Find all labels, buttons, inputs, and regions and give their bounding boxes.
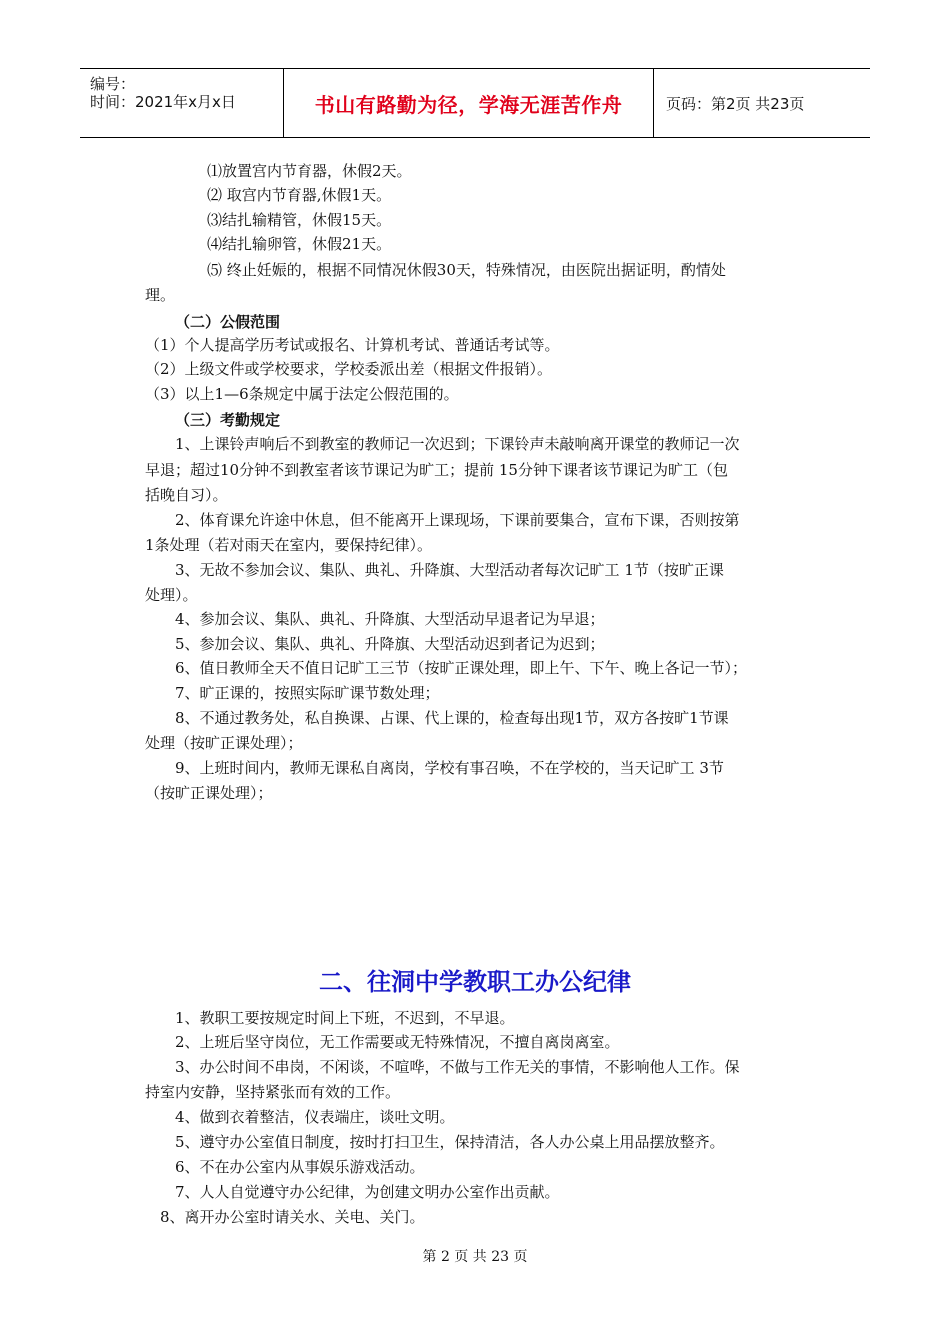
paragraph-line: 5、遵守办公室值日制度，按时打扫卫生，保持清洁，各人办公桌上用品摆放整齐。 <box>175 1133 725 1151</box>
paragraph-line: 4、参加会议、集队、典礼、升降旗、大型活动早退者记为早退； <box>175 610 605 628</box>
header-time-label: 时间：2021年x月x日 <box>90 93 236 111</box>
page-header <box>80 68 870 138</box>
paragraph-line: 5、参加会议、集队、典礼、升降旗、大型活动迟到者记为迟到； <box>175 635 605 653</box>
paragraph-line: 3、办公时间不串岗，不闲谈，不喧哗，不做与工作无关的事情，不影响他人工作。保 <box>175 1058 740 1076</box>
list-item: （1）个人提高学历考试或报名、计算机考试、普通话考试等。 <box>145 336 560 354</box>
paragraph-line: 8、不通过教务处，私自换课、占课、代上课的，检查每出现1节，双方各按旷1节课 <box>175 709 729 727</box>
paragraph-line: 4、做到衣着整洁，仪表端庄，谈吐文明。 <box>175 1108 455 1126</box>
paragraph-line: 9、上班时间内，教师无课私自离岗，学校有事召唤，不在学校的，当天记旷工 3节 <box>175 759 724 777</box>
header-motto-cell <box>284 69 654 137</box>
page-footer: 第 2 页 共 23 页 <box>422 1249 528 1265</box>
paragraph-line: 7、旷正课的，按照实际旷课节数处理； <box>175 684 440 702</box>
paragraph-line: 处理）。 <box>145 586 198 604</box>
header-motto: 书山有路勤为径，学海无涯苦作舟 <box>314 92 623 117</box>
paragraph-line: （按旷正课处理）； <box>145 784 273 802</box>
section-heading-public-leave: （二）公假范围 <box>175 313 281 331</box>
paragraph-line: 6、值日教师全天不值日记旷工三节（按旷正课处理，即上午、下午、晚上各记一节）； <box>175 659 748 677</box>
paragraph-line: 7、人人自觉遵守办公纪律，为创建文明办公室作出贡献。 <box>175 1183 560 1201</box>
list-item: （2）上级文件或学校要求，学校委派出差（根据文件报销）。 <box>145 360 553 378</box>
list-item: ⑵ 取宫内节育器,休假1天。 <box>207 186 392 204</box>
list-item: ⑸ 终止妊娠的，根据不同情况休假30天，特殊情况，由医院出据证明，酌情处 <box>207 261 726 279</box>
paragraph-line: 8、离开办公室时请关水、关电、关门。 <box>160 1208 425 1226</box>
paragraph-line: 早退；超过10分钟不到教室者该节课记为旷工；提前 15分钟下课者该节课记为旷工（包 <box>145 461 728 479</box>
header-info-cell <box>80 69 284 137</box>
paragraph-line: 6、不在办公室内从事娱乐游戏活动。 <box>175 1158 425 1176</box>
paragraph-line: 2、上班后坚守岗位，无工作需要或无特殊情况，不擅自离岗离室。 <box>175 1033 620 1051</box>
section-heading-attendance: （三）考勤规定 <box>175 411 281 429</box>
paragraph-line: 1条处理（若对雨天在室内，要保持纪律）。 <box>145 536 433 554</box>
paragraph-line: 持室内安静，坚持紧张而有效的工作。 <box>145 1083 401 1101</box>
header-page-label: 页码：第2页 共23页 <box>666 94 805 113</box>
list-item: ⑷结扎输卵管，休假21天。 <box>207 235 392 253</box>
header-number-label: 编号： <box>90 75 136 93</box>
section-title-office-discipline: 二、往洞中学教职工办公纪律 <box>319 968 631 996</box>
paragraph-line: 3、无故不参加会议、集队、典礼、升降旗、大型活动者每次记旷工 1节（按旷正课 <box>175 561 724 579</box>
header-page-cell <box>654 69 870 137</box>
paragraph-line: 处理（按旷正课处理）； <box>145 734 303 752</box>
paragraph-line: 2、体育课允许途中休息，但不能离开上课现场，下课前要集合，宣布下课，否则按第 <box>175 511 740 529</box>
paragraph-line: 1、上课铃声响后不到教室的教师记一次迟到；下课铃声未敲响离开课堂的教师记一次 <box>175 435 740 453</box>
list-item: ⑶结扎输精管，休假15天。 <box>207 211 392 229</box>
paragraph-line: 1、教职工要按规定时间上下班，不迟到，不早退。 <box>175 1009 515 1027</box>
list-item: 理。 <box>145 286 176 304</box>
list-item: ⑴放置宫内节育器，休假2天。 <box>207 162 412 180</box>
list-item: （3）以上1—6条规定中属于法定公假范围的。 <box>145 385 459 403</box>
paragraph-line: 括晚自习）。 <box>145 486 228 504</box>
